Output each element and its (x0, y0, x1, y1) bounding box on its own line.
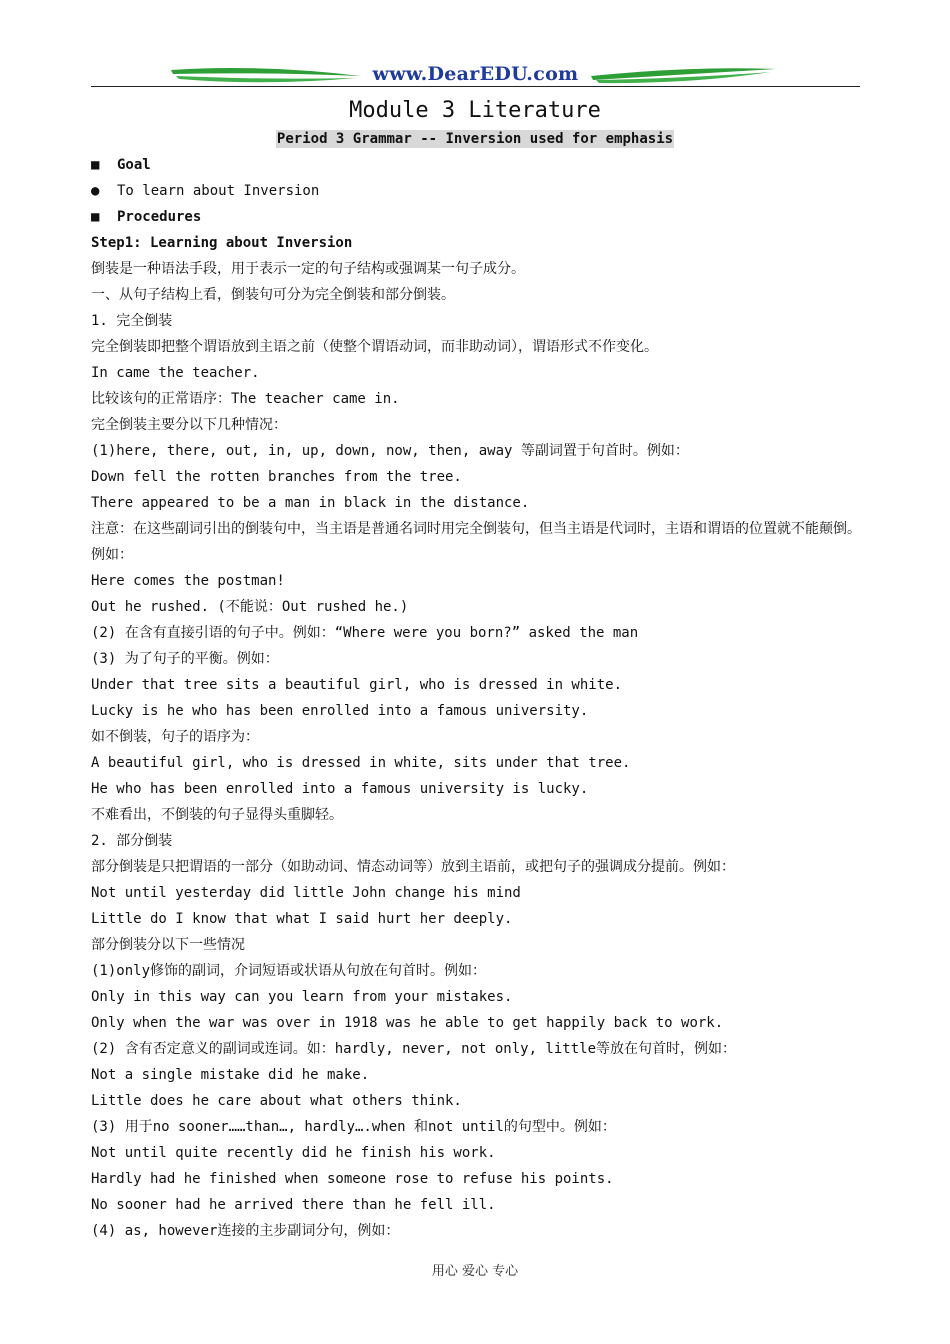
text-line (91, 230, 866, 256)
text-line-content: 部分倒装是只把谓语的一部分（如助动词、情态动词等）放到主语前，或把句子的强调成分提前。例如： (91, 859, 735, 875)
text-line-content: 注意：在这些副词引出的倒装句中，当主语是普通名词时用完全倒装句，但当主语是代词时，主语和谓语的位置就不能颠倒。例如： (91, 521, 861, 563)
text-line (91, 1062, 866, 1088)
text-line-content: He who has been enrolled into a famous university is lucky. (91, 781, 589, 797)
circle-bullet-icon: ● (91, 183, 100, 199)
text-line-content: 倒装是一种语法手段，用于表示一定的句子结构或强调某一句子成分。 (91, 261, 525, 277)
text-line-content: 1. 完全倒装 (91, 313, 173, 329)
text-line-content: Not a single mistake did he make. (91, 1067, 370, 1083)
header-rule (91, 86, 860, 87)
text-line (91, 334, 866, 360)
text-line-content: There appeared to be a man in black in the distance. (91, 495, 530, 511)
site-header (91, 60, 860, 90)
text-line-content: Lucky is he who has been enrolled into a famous university. (91, 703, 589, 719)
text-line (91, 906, 866, 932)
text-line (91, 1010, 866, 1036)
text-line (91, 256, 866, 282)
text-line (91, 516, 866, 568)
text-line-content: Not until quite recently did he finish his work. (91, 1145, 496, 1161)
text-line (91, 490, 866, 516)
square-bullet-icon: ■ (91, 209, 100, 225)
square-bullet-icon: ■ (91, 157, 100, 173)
text-line-content: Here comes the postman! (91, 573, 285, 589)
text-line (91, 698, 866, 724)
text-line-content: To learn about Inversion (117, 183, 320, 199)
text-line-content: 比较该句的正常语序：The teacher came in. (91, 391, 400, 407)
text-line (91, 568, 866, 594)
text-line-content: Goal (117, 157, 151, 173)
text-line-content: (3) 用于no sooner……than…, hardly….when 和not until的句型中。例如： (91, 1119, 616, 1135)
text-line (91, 594, 866, 620)
text-line-content: Only in this way can you learn from your mistakes. (91, 989, 513, 1005)
text-line (91, 1192, 866, 1218)
text-line-content: 不难看出，不倒装的句子显得头重脚轻。 (91, 807, 343, 823)
text-line (91, 646, 866, 672)
text-line (91, 386, 866, 412)
text-line-content: (2) 含有否定意义的副词或连词。如：hardly, never, not only, little等放在句首时，例如： (91, 1041, 737, 1057)
text-line (91, 724, 866, 750)
text-line (91, 802, 866, 828)
text-line (91, 620, 866, 646)
text-line (91, 152, 866, 178)
text-line (91, 750, 866, 776)
text-line (91, 282, 866, 308)
text-line-content: 完全倒装主要分以下几种情况： (91, 417, 287, 433)
text-line (91, 1218, 866, 1244)
text-line-content: Little do I know that what I said hurt her deeply. (91, 911, 513, 927)
text-line (91, 1114, 866, 1140)
text-line-content: 完全倒装即把整个谓语放到主语之前（使整个谓语动词，而非助动词），谓语形式不作变化。 (91, 339, 658, 355)
text-line-content: Down fell the rotten branches from the tree. (91, 469, 462, 485)
text-line (91, 204, 866, 230)
document-body (91, 152, 866, 1244)
text-line (91, 854, 866, 880)
page-footer: 用心 爱心 专心 (431, 1264, 519, 1279)
text-line (91, 178, 866, 204)
text-line-content: Procedures (117, 209, 202, 225)
text-line-content: Only when the war was over in 1918 was he able to get happily back to work. (91, 1015, 724, 1031)
text-line (91, 464, 866, 490)
text-line-content: 如不倒装，句子的语序为： (91, 729, 259, 745)
text-line-content: Step1: Learning about Inversion (91, 235, 353, 251)
text-line-content: 2. 部分倒装 (91, 833, 173, 849)
text-line-content: 一、从句子结构上看，倒装句可分为完全倒装和部分倒装。 (91, 287, 455, 303)
text-line (91, 438, 866, 464)
text-line (91, 360, 866, 386)
text-line-content: (2) 在含有直接引语的句子中。例如：“Where were you born?” asked the man (91, 625, 639, 641)
text-line-content: In came the teacher. (91, 365, 260, 381)
text-line-content: A beautiful girl, who is dressed in white, sits under that tree. (91, 755, 631, 771)
text-line-content: Hardly had he finished when someone rose to refuse his points. (91, 1171, 614, 1187)
text-line (91, 1166, 866, 1192)
text-line (91, 958, 866, 984)
text-line (91, 1036, 866, 1062)
text-line-content: (4) as, however连接的主步副词分句，例如： (91, 1223, 400, 1239)
text-line (91, 932, 866, 958)
text-line (91, 672, 866, 698)
document-subtitle: Period 3 Grammar -- Inversion used for emphasis (276, 131, 674, 147)
text-line (91, 828, 866, 854)
site-logo: www.DearEDU.com (372, 63, 579, 85)
text-line (91, 412, 866, 438)
text-line-content: Not until yesterday did little John change his mind (91, 885, 521, 901)
text-line (91, 880, 866, 906)
text-line-content: Out he rushed. (不能说：Out rushed he.) (91, 599, 409, 615)
text-line (91, 776, 866, 802)
text-line (91, 308, 866, 334)
text-line (91, 984, 866, 1010)
text-line-content: (1)here, there, out, in, up, down, now, then, away 等副词置于句首时。例如： (91, 443, 689, 459)
text-line-content: Little does he care about what others think. (91, 1093, 462, 1109)
document-title: Module 3 Literature (349, 98, 601, 123)
text-line-content: (1)only修饰的副词，介词短语或状语从句放在句首时。例如： (91, 963, 486, 979)
text-line-content: 部分倒装分以下一些情况 (91, 937, 245, 953)
text-line-content: No sooner had he arrived there than he fell ill. (91, 1197, 496, 1213)
text-line (91, 1088, 866, 1114)
text-line-content: (3) 为了句子的平衡。例如： (91, 651, 279, 667)
text-line (91, 1140, 866, 1166)
text-line-content: Under that tree sits a beautiful girl, who is dressed in white. (91, 677, 623, 693)
